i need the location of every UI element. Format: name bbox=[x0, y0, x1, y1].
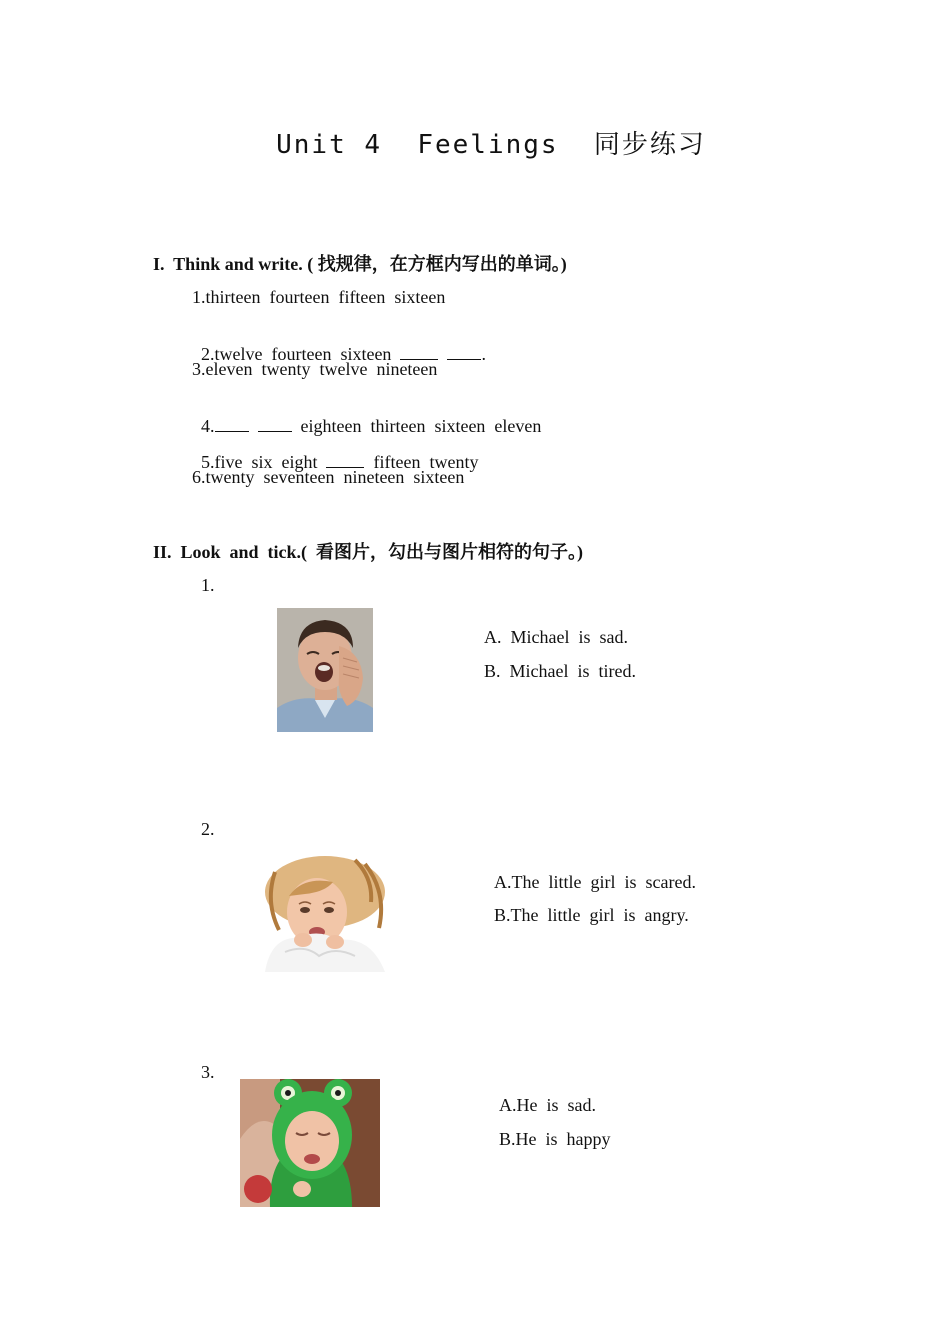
answer-blank[interactable] bbox=[326, 453, 364, 468]
exercise-line-5-text: 5.five six eight bbox=[201, 452, 327, 472]
question-3-number: 3. bbox=[201, 1062, 215, 1082]
section-2-heading: II. Look and tick.( 看图片，勾出与图片相符的句子。) bbox=[153, 542, 584, 562]
exercise-line-2-end: . bbox=[481, 344, 486, 364]
question-2-number: 2. bbox=[201, 819, 215, 839]
crying-baby-frog-costume-photo bbox=[240, 1079, 380, 1207]
question-2-option-b[interactable]: B.The little girl is angry. bbox=[494, 905, 689, 925]
exercise-line-4-start: 4. bbox=[201, 416, 215, 436]
page-title: Unit 4 Feelings 同步练习 bbox=[276, 130, 706, 160]
section-1-heading: I. Think and write. ( 找规律，在方框内写出的单词。) bbox=[153, 254, 567, 274]
question-1-number: 1. bbox=[201, 575, 215, 595]
question-1-option-a[interactable]: A. Michael is sad. bbox=[484, 627, 628, 647]
exercise-line-3: 3.eleven twenty twelve nineteen bbox=[192, 359, 438, 379]
answer-blank[interactable] bbox=[400, 345, 438, 360]
question-3-option-b[interactable]: B.He is happy bbox=[499, 1129, 611, 1149]
answer-blank[interactable] bbox=[447, 345, 481, 360]
exercise-line-2-text: 2.twelve fourteen sixteen bbox=[201, 344, 401, 364]
question-3-option-a[interactable]: A.He is sad. bbox=[499, 1095, 596, 1115]
question-1-option-b[interactable]: B. Michael is tired. bbox=[484, 661, 636, 681]
answer-blank[interactable] bbox=[215, 417, 249, 432]
exercise-line-1: 1.thirteen fourteen fifteen sixteen bbox=[192, 287, 446, 307]
scared-girl-photo bbox=[255, 852, 391, 972]
tired-man-photo bbox=[277, 608, 373, 732]
exercise-line-4-text: eighteen thirteen sixteen eleven bbox=[291, 416, 542, 436]
answer-blank[interactable] bbox=[258, 417, 292, 432]
question-2-option-a[interactable]: A.The little girl is scared. bbox=[494, 872, 696, 892]
exercise-line-5-end: fifteen twenty bbox=[364, 452, 479, 472]
exercise-line-6: 6.twenty seventeen nineteen sixteen bbox=[192, 467, 465, 487]
